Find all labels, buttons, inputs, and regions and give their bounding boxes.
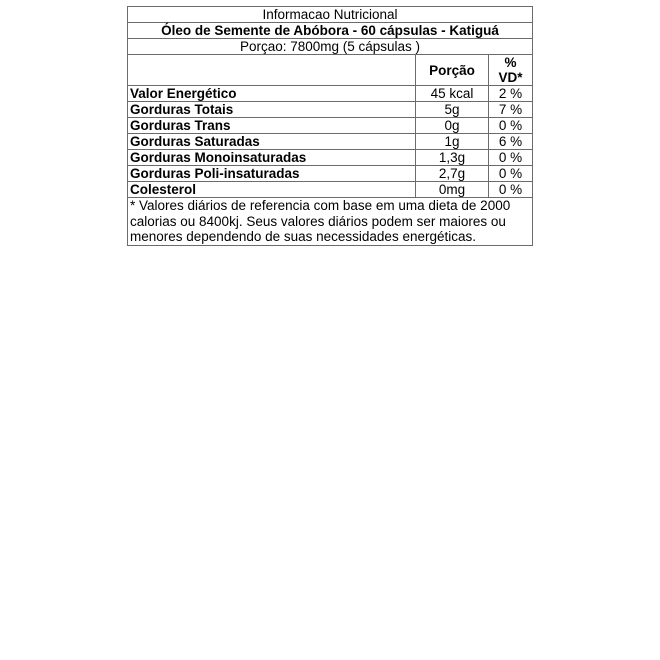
nutrient-name: Gorduras Trans bbox=[128, 118, 416, 134]
nutrient-vd: 0 % bbox=[489, 182, 533, 198]
header-daily-value: % VD* bbox=[489, 55, 533, 86]
nutrient-vd: 7 % bbox=[489, 102, 533, 118]
nutrient-name: Gorduras Poli-insaturadas bbox=[128, 166, 416, 182]
nutrient-qty: 45 kcal bbox=[416, 86, 489, 102]
nutrient-qty: 5g bbox=[416, 102, 489, 118]
nutrient-qty: 0mg bbox=[416, 182, 489, 198]
table-row bbox=[128, 166, 533, 182]
table-title: Informacao Nutricional bbox=[128, 7, 533, 23]
nutrient-qty: 0g bbox=[416, 118, 489, 134]
table-row bbox=[128, 86, 533, 102]
nutrient-vd: 0 % bbox=[489, 150, 533, 166]
table-row bbox=[128, 102, 533, 118]
table-row bbox=[128, 182, 533, 198]
header-portion: Porção bbox=[416, 55, 489, 86]
nutrient-qty: 2,7g bbox=[416, 166, 489, 182]
portion-info: Porçao: 7800mg (5 cápsulas ) bbox=[128, 39, 533, 55]
title-row bbox=[128, 7, 533, 23]
nutrient-name: Gorduras Totais bbox=[128, 102, 416, 118]
nutrient-vd: 2 % bbox=[489, 86, 533, 102]
table-row bbox=[128, 134, 533, 150]
product-name: Óleo de Semente de Abóbora - 60 cápsulas - Katiguá bbox=[128, 23, 533, 39]
nutrient-qty: 1g bbox=[416, 134, 489, 150]
nutrient-vd: 6 % bbox=[489, 134, 533, 150]
product-row bbox=[128, 23, 533, 39]
table-row bbox=[128, 118, 533, 134]
nutrient-vd: 0 % bbox=[489, 118, 533, 134]
table-row bbox=[128, 150, 533, 166]
nutrient-name: Colesterol bbox=[128, 182, 416, 198]
header-empty-cell bbox=[128, 55, 416, 86]
nutrient-qty: 1,3g bbox=[416, 150, 489, 166]
portion-row bbox=[128, 39, 533, 55]
nutrient-name: Gorduras Monoinsaturadas bbox=[128, 150, 416, 166]
header-row bbox=[128, 55, 533, 86]
daily-value-footnote: * Valores diários de referencia com base em uma dieta de 2000 calorias ou 8400kj. Seus valores diários podem ser maiores ou menores dependendo de suas necessidades energéticas. bbox=[128, 198, 533, 246]
nutrition-facts-table bbox=[127, 6, 533, 246]
footnote-row bbox=[128, 198, 533, 246]
nutrient-name: Valor Energético bbox=[128, 86, 416, 102]
nutrient-vd: 0 % bbox=[489, 166, 533, 182]
nutrient-name: Gorduras Saturadas bbox=[128, 134, 416, 150]
